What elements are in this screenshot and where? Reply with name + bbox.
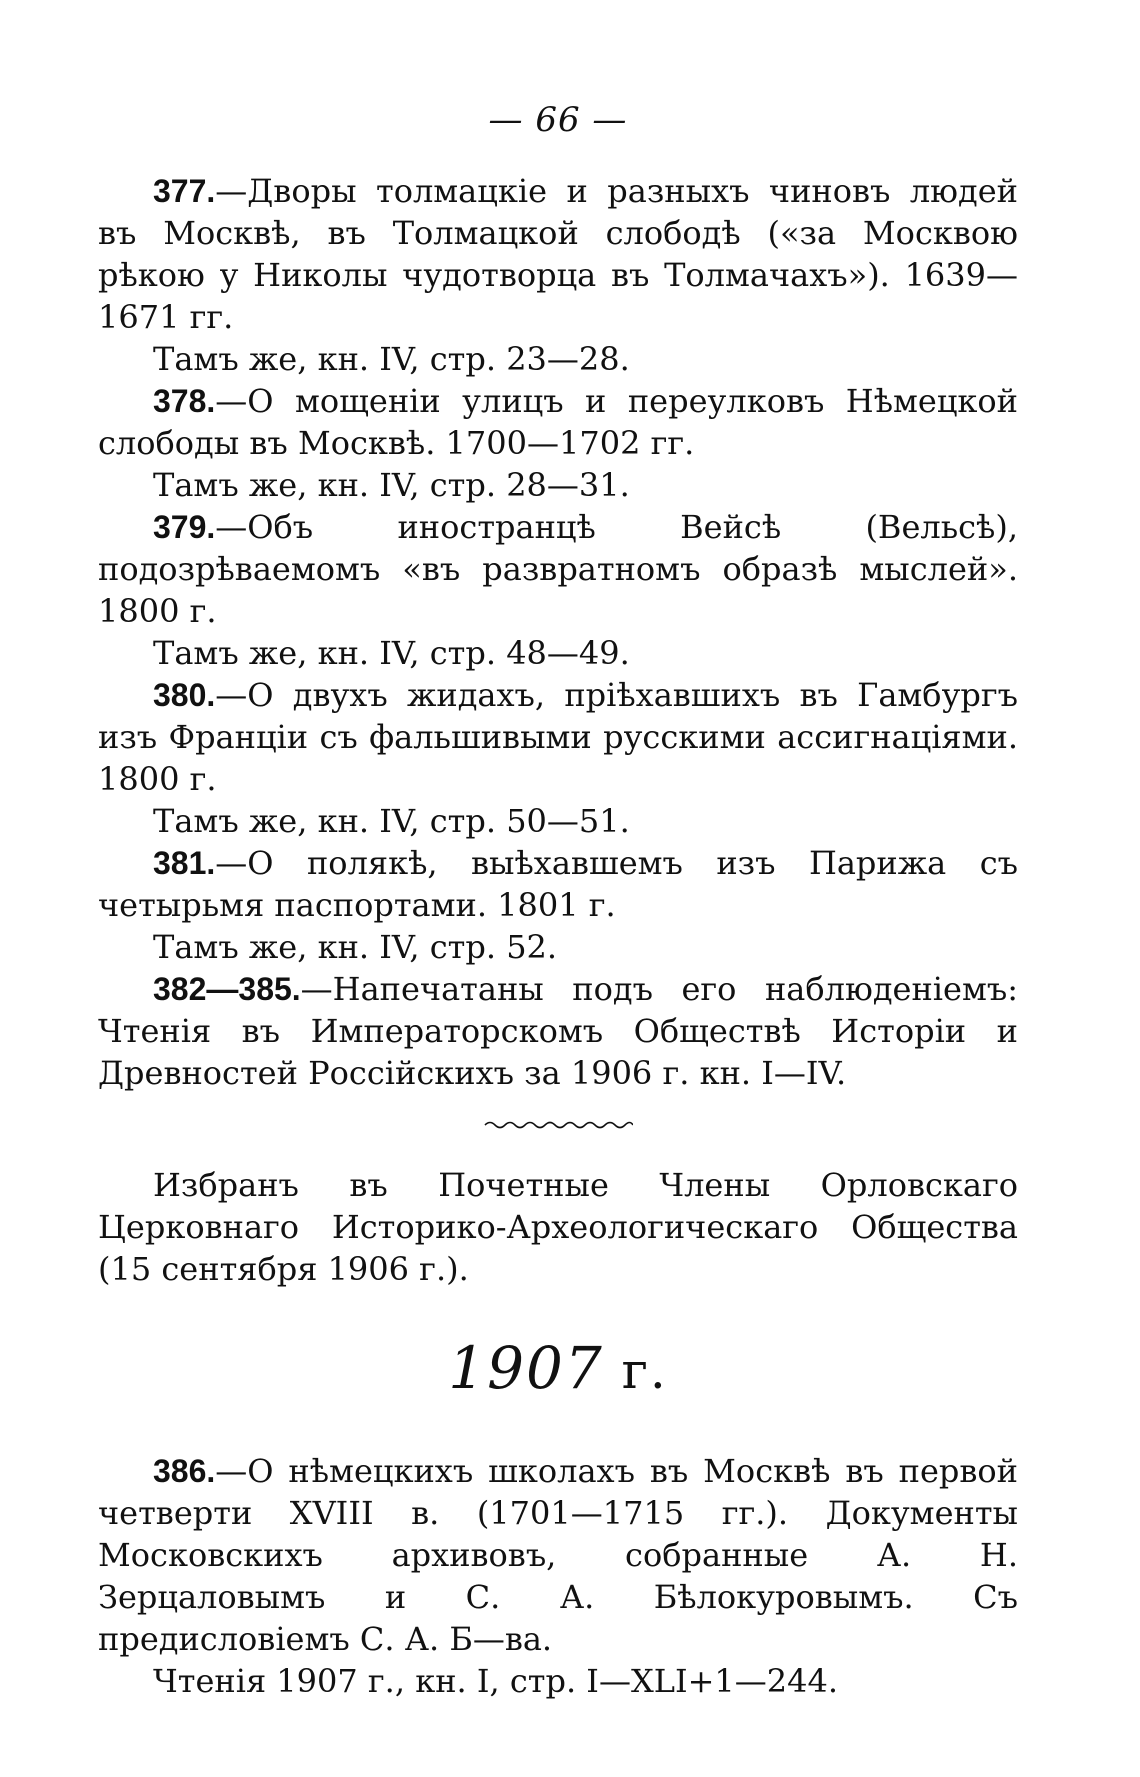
entry-source: Тамъ же, кн. IV, стр. 48—49. xyxy=(153,634,630,672)
wavy-line-ornament-icon xyxy=(483,1118,633,1132)
entry-381 xyxy=(98,842,1018,968)
entry-number: 377. xyxy=(153,173,216,209)
entry-text: —Объ иностранцѣ Вейсѣ (Вельсѣ), подозрѣваемомъ «въ развратномъ образѣ мыслей». 1800 г. xyxy=(98,508,1018,630)
entry-378 xyxy=(98,380,1018,506)
entry-number: 381. xyxy=(153,845,216,881)
entry-382-385 xyxy=(98,968,1018,1094)
entry-text: —Дворы толмацкіе и разныхъ чиновъ людей въ Москвѣ, въ Толмацкой слободѣ («за Москвою рѣкою у Николы чудотворца въ Толмачахъ»). 1639—1671 гг. xyxy=(98,172,1018,336)
entry-source: Тамъ же, кн. IV, стр. 52. xyxy=(153,928,558,966)
year-heading xyxy=(98,1334,1018,1402)
entry-number: 380. xyxy=(153,677,216,713)
entry-379 xyxy=(98,506,1018,674)
page-number: — 66 — xyxy=(488,100,628,140)
entry-377 xyxy=(98,170,1018,380)
document-page xyxy=(98,100,1018,1702)
entry-text: —О двухъ жидахъ, пріѣхавшихъ въ Гамбургъ изъ Франціи съ фальшивыми русскими ассигнаціями. 1800 г. xyxy=(98,676,1018,798)
entry-number: 379. xyxy=(153,509,216,545)
entry-number: 386. xyxy=(153,1453,216,1489)
year-heading-year: 1907 xyxy=(448,1334,604,1402)
entry-text: —Напечатаны подъ его наблюденіемъ: Чтенія въ Императорскомъ Обществѣ Исторіи и Древностей Россійскихъ за 1906 г. кн. I—IV. xyxy=(98,970,1018,1092)
entry-source: Тамъ же, кн. IV, стр. 23—28. xyxy=(153,340,630,378)
entry-386 xyxy=(98,1450,1018,1702)
entry-380 xyxy=(98,674,1018,842)
entry-source: Тамъ же, кн. IV, стр. 50—51. xyxy=(153,802,630,840)
entry-source: Чтенія 1907 г., кн. I, стр. I—XLI+1—244. xyxy=(153,1662,839,1700)
year-heading-suffix: г. xyxy=(621,1342,668,1400)
entry-text: —О полякѣ, выѣхавшемъ изъ Парижа съ четырьмя паспортами. 1801 г. xyxy=(98,844,1018,924)
honorary-member-note: Избранъ въ Почетные Члены Орловскаго Церковнаго Историко-Археологическаго Общества (15 сентября 1906 г.). xyxy=(98,1166,1018,1288)
entry-text: —О нѣмецкихъ школахъ въ Москвѣ въ первой четверти XVIII в. (1701—1715 гг.). Документы Московскихъ архивовъ, собранные А. Н. Зерцаловымъ и С. А. Бѣлокуровымъ. Съ предисловіемъ С. А. Б—ва. xyxy=(98,1452,1018,1658)
entry-number: 382—385. xyxy=(153,971,301,1007)
entry-text: —О мощеніи улицъ и переулковъ Нѣмецкой слободы въ Москвѣ. 1700—1702 гг. xyxy=(98,382,1018,462)
entry-number: 378. xyxy=(153,383,216,419)
entry-source: Тамъ же, кн. IV, стр. 28—31. xyxy=(153,466,630,504)
